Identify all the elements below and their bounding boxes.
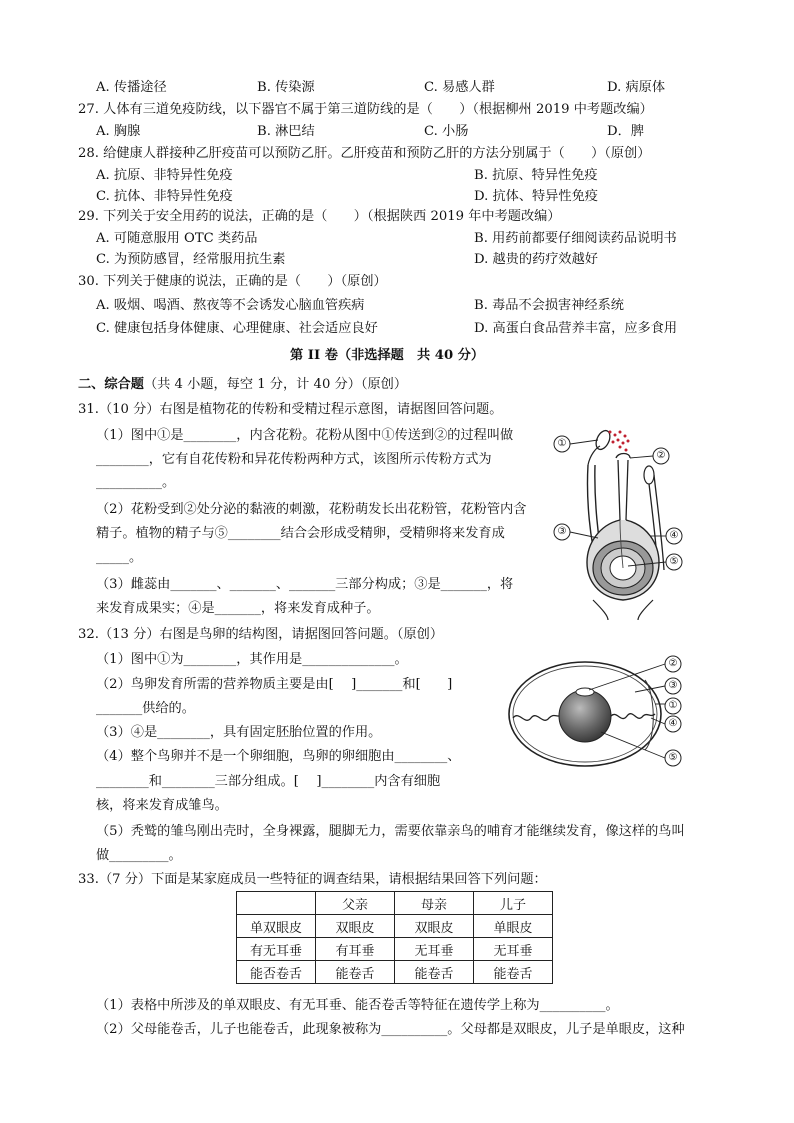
q31-line: ________，它有自花传粉和异花传粉两种方式，该图所示传粉方式为: [96, 452, 492, 467]
q28-stem: 28. 给健康人群接种乙肝疫苗可以预防乙肝。乙肝疫苗和预防乙肝的方法分别属于（ ）（原创）: [78, 146, 651, 161]
q26-option-a: A. 传播途径: [96, 80, 167, 95]
flower-pollination-diagram: [548, 420, 718, 620]
q30-stem: 30. 下列关于健康的说法，正确的是（ ）（原创）: [78, 274, 387, 289]
table-cell: 有无耳垂: [237, 938, 316, 961]
egg-label-5: ⑤: [668, 752, 678, 763]
table-row: [237, 938, 553, 961]
section2-note: （共 4 小题，每空 1 分，计 40 分）（原创）: [143, 377, 408, 392]
table-header-cell: [237, 892, 316, 915]
q32-line: 核，将来发育成雏鸟。: [96, 798, 228, 813]
flower-label-1: ①: [557, 438, 567, 449]
q29-stem: 29. 下列关于安全用药的说法，正确的是（ ）（根据陕西 2019 年中考题改编）: [78, 209, 561, 224]
q28-option-c: C. 抗体、非特异性免疫: [96, 189, 233, 204]
q27-option-d: D．脾: [607, 124, 644, 139]
egg-label-2: ②: [668, 658, 678, 669]
table-cell: 单眼皮: [474, 915, 553, 938]
family-trait-table: [236, 891, 553, 984]
q26-option-c: C. 易感人群: [424, 80, 495, 95]
flower-label-4: ④: [669, 530, 679, 541]
section2-heading: [78, 376, 407, 394]
table-header-row: [237, 892, 553, 915]
q27-stem: 27. 人体有三道免疫防线，以下器官不属于第三道防线的是（ ）（根据柳州 2019 中考题改编）: [78, 102, 653, 117]
q31-line: __________。: [96, 475, 176, 490]
q28-option-a: A. 抗原、非特异性免疫: [96, 168, 233, 183]
q27-option-b: B. 淋巴结: [257, 124, 315, 139]
flower-label-5: ⑤: [669, 556, 679, 567]
q26-option-d: D. 病原体: [607, 80, 666, 95]
q29-option-a: A. 可随意服用 OTC 类药品: [96, 231, 258, 246]
q31-line: 精子。植物的精子与⑤________结合会形成受精卵，受精卵将来发育成: [96, 526, 505, 541]
table-row: [237, 915, 553, 938]
q27-option-a: A. 胸腺: [96, 124, 141, 139]
q29-option-c: C. 为预防感冒，经常服用抗生素: [96, 252, 286, 267]
section2-title: 二、综合题: [78, 377, 144, 392]
q31-line: （3）雌蕊由_______、_______、_______三部分构成；③是_______，将: [96, 577, 514, 592]
q33-line: （1）表格中所涉及的单双眼皮、有无耳垂、能否卷舌等特征在遗传学上称为__________。: [96, 998, 619, 1013]
table-header-cell: 母亲: [395, 892, 474, 915]
q32-line: （4）整个鸟卵并不是一个卵细胞，鸟卵的卵细胞由________、: [96, 749, 461, 764]
q30-option-c: C. 健康包括身体健康、心理健康、社会适应良好: [96, 321, 378, 336]
table-cell: 能卷舌: [474, 961, 553, 984]
q28-option-d: D. 抗体、特异性免疫: [474, 189, 598, 204]
flower-label-2: ②: [656, 450, 666, 461]
q32-line: ________和________三部分组成。[ ]________内含有细胞: [96, 774, 441, 789]
q31-line: 来发育成果实；④是_______，将来发育成种子。: [96, 601, 380, 616]
egg-label-4: ④: [668, 718, 678, 729]
q31-line: _____。: [96, 550, 143, 565]
table-cell: 无耳垂: [474, 938, 553, 961]
q32-line: （3）④是________，具有固定胚胎位置的作用。: [96, 725, 382, 740]
table-cell: 无耳垂: [395, 938, 474, 961]
q32-stem: 32.（13 分）右图是鸟卵的结构图，请据图回答问题。（原创）: [78, 627, 444, 642]
table-cell: 双眼皮: [395, 915, 474, 938]
q31-line: （2）花粉受到②处分泌的黏液的刺激，花粉萌发长出花粉管，花粉管内含: [96, 502, 527, 517]
q30-option-a: A. 吸烟、喝酒、熬夜等不会诱发心脑血管疾病: [96, 298, 365, 313]
egg-label-3: ③: [668, 680, 678, 691]
table-header-cell: 儿子: [474, 892, 553, 915]
q31-line: （1）图中①是________，内含花粉。花粉从图中①传送到②的过程叫做: [96, 428, 514, 443]
table-row: [237, 961, 553, 984]
q30-option-d: D. 高蛋白食品营养丰富，应多食用: [474, 321, 678, 336]
table-cell: 有耳垂: [316, 938, 395, 961]
table-cell: 能否卷舌: [237, 961, 316, 984]
table-cell: 能卷舌: [316, 961, 395, 984]
table-cell: 双眼皮: [316, 915, 395, 938]
table-cell: 能卷舌: [395, 961, 474, 984]
q32-line: （1）图中①为________，其作用是______________。: [96, 652, 408, 667]
table-header-cell: 父亲: [316, 892, 395, 915]
q28-option-b: B. 抗原、特异性免疫: [474, 168, 598, 183]
q33-stem: 33.（7 分）下面是某家庭成员一些特征的调查结果，请根据结果回答下列问题：: [78, 872, 547, 887]
flower-label-3: ③: [557, 526, 567, 537]
q32-line: （2）鸟卵发育所需的营养物质主要是由[ ]_______和[ ]: [96, 677, 453, 692]
q26-option-b: B. 传染源: [257, 80, 315, 95]
table-cell: 单双眼皮: [237, 915, 316, 938]
q29-option-b: B. 用药前都要仔细阅读药品说明书: [474, 231, 677, 246]
q33-line: （2）父母能卷舌，儿子也能卷舌，此现象被称为__________。父母都是双眼皮，儿子是单眼皮，这种: [96, 1022, 685, 1037]
q27-option-c: C. 小肠: [424, 124, 469, 139]
q30-option-b: B. 毒品不会损害神经系统: [474, 298, 624, 313]
q32-line: 做_________。: [96, 848, 182, 863]
q32-line: _______供给的。: [96, 701, 195, 716]
egg-label-1: ①: [668, 700, 678, 711]
bird-egg-diagram: [505, 652, 715, 770]
q31-stem: 31.（10 分）右图是植物花的传粉和受精过程示意图，请据图回答问题。: [78, 402, 503, 417]
q32-line: （5）秃鹫的雏鸟刚出壳时，全身裸露，腿脚无力，需要依靠亲鸟的哺育才能继续发育，像这样的鸟叫: [96, 824, 685, 839]
q29-option-d: D. 越贵的药疗效越好: [474, 252, 598, 267]
part2-title: 第 II 卷（非选择题 共 40 分）: [290, 348, 485, 363]
